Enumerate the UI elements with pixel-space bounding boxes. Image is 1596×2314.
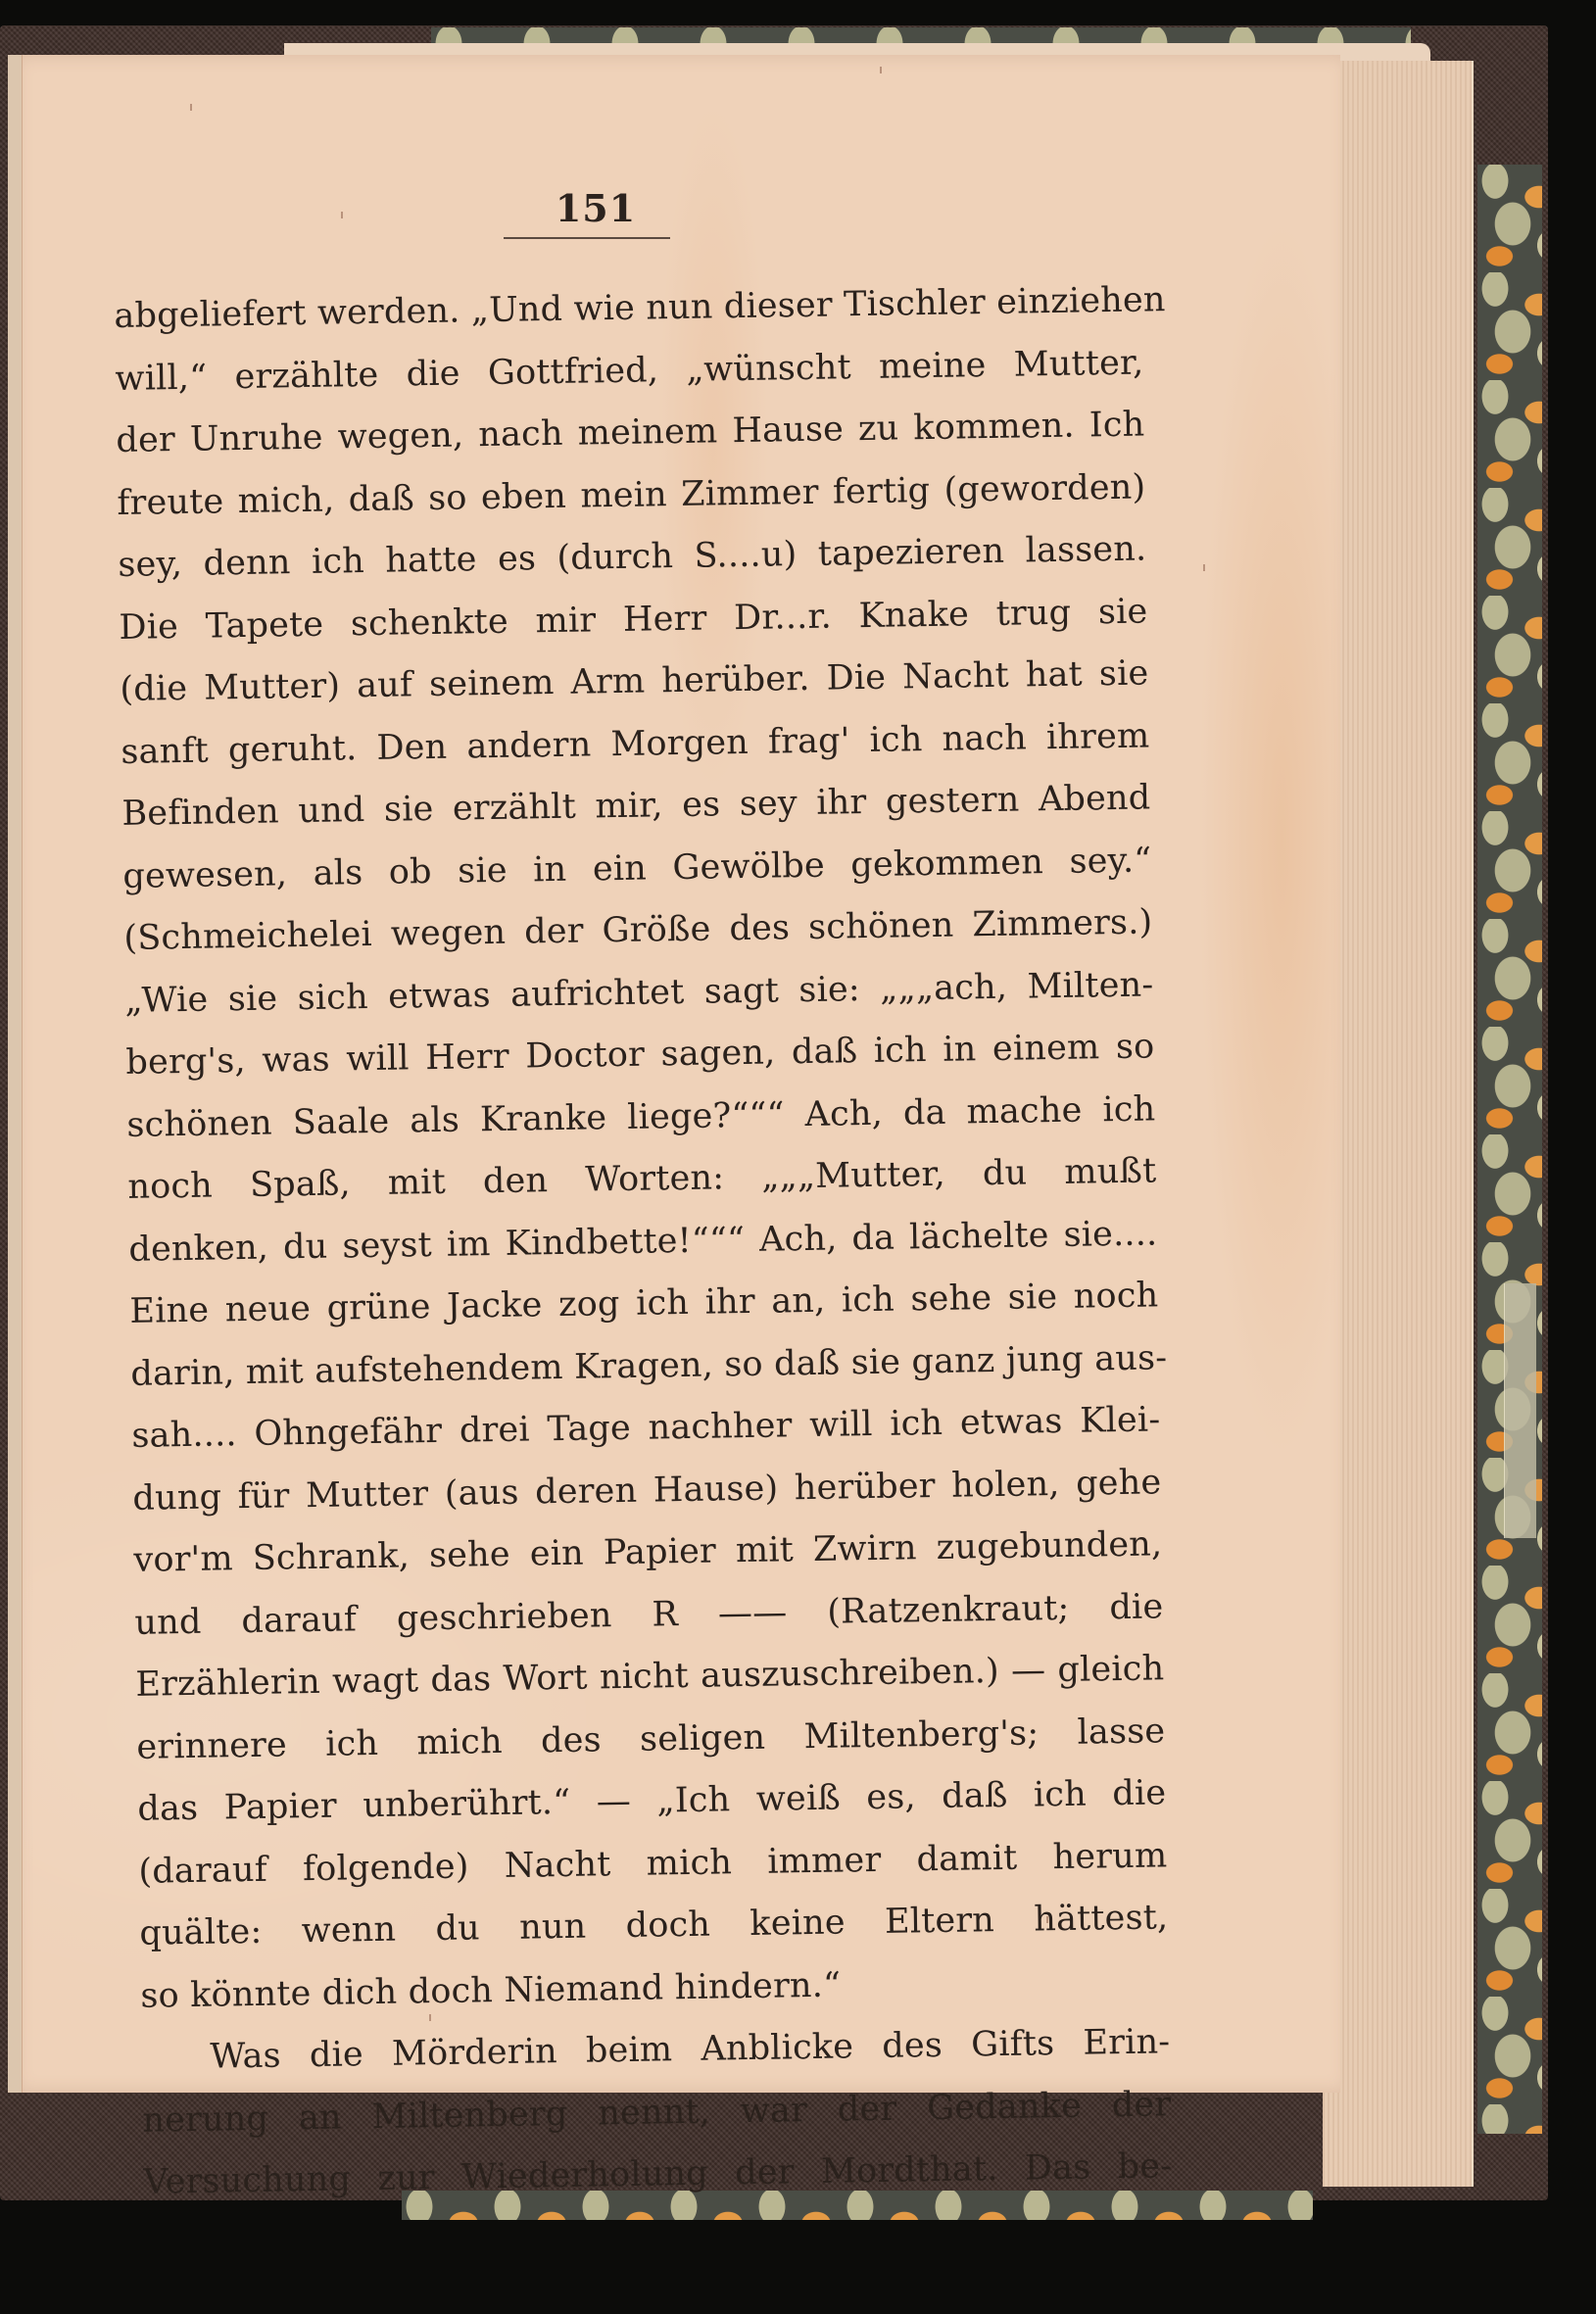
text-line: vor'm Schrank, sehe ein Papier mit Zwirn zugebunden,	[133, 1524, 1163, 1580]
text-line: „Wie sie sich etwas aufrichtet sagt sie: „„„ach, Milten-	[124, 964, 1154, 1021]
text-line: (darauf folgende) Nacht mich immer damit herum	[138, 1835, 1168, 1892]
text-line: abgeliefert werden. „Und wie nun dieser Tischler einziehen	[114, 280, 1166, 336]
body-text	[114, 270, 1173, 2215]
paper-repair-tab	[1504, 1283, 1536, 1538]
book-page	[8, 55, 1340, 2202]
text-line: nerung an Miltenberg nennt, war der Gedanke der	[142, 2084, 1172, 2141]
text-line: Die Tapete schenkte mir Herr Dr...r. Knake trug sie	[119, 591, 1148, 648]
text-line: will,“ erzählte die Gottfried, „wünscht meine Mutter,	[115, 342, 1144, 399]
text-line: schönen Saale als Kranke liege?“““ Ach, da mache ich	[126, 1088, 1156, 1145]
text-line: sey, denn ich hatte es (durch S....u) tapezieren lassen.	[118, 529, 1147, 585]
page-gutter	[8, 55, 23, 2093]
text-line: berg's, was will Herr Doctor sagen, daß ich in einem so	[125, 1027, 1155, 1083]
page-block-edge	[1323, 61, 1474, 2187]
text-line: quälte: wenn du nun doch keine Eltern hättest,	[139, 1898, 1169, 1953]
text-line: dung für Mutter (aus deren Hause) herüber holen, gehe	[132, 1462, 1162, 1519]
text-line: sanft geruht. Den andern Morgen frag' ich nach ihrem	[121, 715, 1150, 772]
page-number-rule	[504, 237, 670, 239]
text-line: so könnte dich doch Niemand hindern.“	[140, 1965, 842, 2016]
text-line: Erzählerin wagt das Wort nicht auszuschreiben.) — gleich	[135, 1649, 1165, 1705]
page-number: 151	[555, 186, 637, 230]
text-line: denken, du seyst im Kindbette!“““ Ach, da lächelte sie....	[128, 1213, 1158, 1270]
text-line: Eine neue grüne Jacke zog ich ihr an, ich sehe sie noch	[129, 1276, 1159, 1331]
text-line: (Schmeichelei wegen der Größe des schönen Zimmers.)	[123, 902, 1153, 958]
paragraph-first-line: Was die Mörderin beim Anblicke des Gifts Erin-	[210, 2022, 1171, 2077]
text-line: erinnere ich mich des seligen Miltenberg's; lasse	[136, 1711, 1166, 1767]
text-line: noch Spaß, mit den Worten: „„„Mutter, du mußt	[127, 1151, 1157, 1207]
text-line: und darauf geschrieben R —— (Ratzenkraut; die	[134, 1586, 1164, 1643]
text-line: Befinden und sie erzählt mir, es sey ihr gestern Abend	[121, 778, 1151, 834]
text-line: der Unruhe wegen, nach meinem Hause zu kommen. Ich	[116, 405, 1145, 460]
text-line: sah.... Ohngefähr drei Tage nachher will ich etwas Klei-	[131, 1400, 1161, 1456]
text-line: darin, mit aufstehendem Kragen, so daß sie ganz jung aus-	[130, 1337, 1168, 1394]
text-line: das Papier unberührt.“ — „Ich weiß es, daß ich die	[137, 1773, 1167, 1829]
marbled-endpaper-right	[1477, 165, 1542, 2134]
text-line: (die Mutter) auf seinem Arm herüber. Die Nacht hat sie	[120, 653, 1149, 709]
text-line: gewesen, als ob sie in ein Gewölbe gekommen sey.“	[122, 840, 1152, 896]
text-line: Versuchung zur Wiederholung der Mordthat. Das be-	[143, 2146, 1173, 2202]
text-line: freute mich, daß so eben mein Zimmer fertig (geworden)	[117, 466, 1146, 523]
